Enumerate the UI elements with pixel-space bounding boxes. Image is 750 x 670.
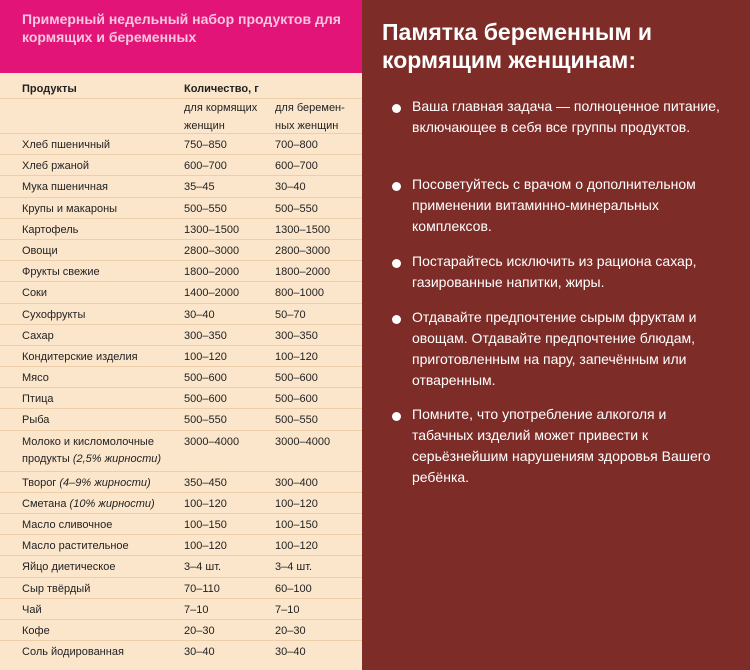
product-name-text: Овощи <box>22 244 58 257</box>
nursing-quantity: 35–45 <box>184 181 215 194</box>
product-name-text: Картофель <box>22 223 79 236</box>
pregnant-quantity: 300–350 <box>275 329 318 342</box>
product-name-text: Масло растительное <box>22 540 129 553</box>
nursing-quantity: 1400–2000 <box>184 287 240 300</box>
nursing-quantity: 2800–3000 <box>184 244 240 257</box>
bullet-icon <box>392 104 401 113</box>
column-header-products: Продукты <box>22 83 77 95</box>
table-row <box>0 260 362 281</box>
pregnant-quantity: 100–120 <box>275 497 318 510</box>
table-row <box>0 197 362 218</box>
table-row <box>0 218 362 239</box>
product-name <box>22 158 89 175</box>
product-name-text: Сахар <box>22 329 54 342</box>
product-name-text: Мука пшеничная <box>22 181 109 194</box>
pregnant-quantity: 100–120 <box>275 350 318 363</box>
table-row <box>0 324 362 345</box>
product-name <box>22 201 117 218</box>
product-name <box>22 243 58 260</box>
table-row <box>0 619 362 640</box>
table-row <box>0 430 362 471</box>
nursing-quantity: 100–120 <box>184 540 227 553</box>
pregnant-quantity: 3000–4000 <box>275 435 331 448</box>
bullet-icon <box>392 412 401 421</box>
product-note: (2,5% жирности) <box>72 452 162 465</box>
product-name <box>22 496 155 513</box>
product-name-text: Рыба <box>22 414 50 427</box>
product-name-text: Фрукты свежие <box>22 266 100 279</box>
table-header-banner <box>0 0 362 73</box>
product-name <box>22 264 100 281</box>
pregnant-quantity: 500–600 <box>275 372 318 385</box>
table-row <box>0 555 362 576</box>
table-row <box>0 345 362 366</box>
product-name-text: Чай <box>22 603 42 616</box>
table-row <box>0 577 362 598</box>
nursing-quantity: 100–120 <box>184 497 227 510</box>
product-name <box>22 370 49 387</box>
product-name-text: Хлеб пшеничный <box>22 139 111 151</box>
product-name <box>22 222 78 239</box>
table-row <box>0 281 362 302</box>
nursing-quantity: 100–150 <box>184 519 227 531</box>
pregnant-quantity: 60–100 <box>275 582 312 595</box>
table-row <box>0 366 362 387</box>
nursing-quantity: 7–10 <box>184 603 209 616</box>
table-row <box>0 239 362 260</box>
pregnant-quantity: 7–10 <box>275 603 300 616</box>
product-name <box>22 307 85 324</box>
column-header-pregnant: для беремен-ных женщин <box>275 102 345 132</box>
nursing-quantity: 500–600 <box>184 372 227 385</box>
table-row <box>0 408 362 429</box>
product-name <box>22 137 110 154</box>
nursing-quantity: 500–550 <box>184 202 227 215</box>
nursing-quantity: 1800–2000 <box>184 266 240 279</box>
table-row <box>0 492 362 513</box>
table-title: Примерный недельный набор продуктов для кормящих и беременных <box>22 11 341 45</box>
product-note: (10% жирности) <box>69 497 155 510</box>
column-header-nursing: для кормящих женщин <box>184 102 258 132</box>
nursing-quantity: 30–40 <box>184 646 215 659</box>
table-row <box>0 513 362 534</box>
nursing-quantity: 3000–4000 <box>184 435 240 448</box>
nursing-quantity: 3–4 шт. <box>184 561 222 574</box>
pregnant-quantity: 500–550 <box>275 202 318 215</box>
product-rows <box>0 133 362 661</box>
product-name <box>22 349 138 366</box>
product-name-text: Хлеб ржаной <box>22 160 90 173</box>
bullet-icon <box>392 315 401 324</box>
table-row <box>0 640 362 661</box>
product-name <box>22 285 47 302</box>
product-name-text: Соки <box>22 287 48 300</box>
table-row <box>0 175 362 196</box>
pregnant-quantity: 600–700 <box>275 160 318 173</box>
product-name <box>22 434 161 468</box>
product-name-text: Сыр твёрдый <box>22 582 91 595</box>
nursing-quantity: 300–350 <box>184 329 227 342</box>
advice-text: Постарайтесь исключить из рациона сахар, газированные напитки, жиры. <box>412 253 697 290</box>
nursing-quantity: 500–600 <box>184 393 227 406</box>
table-row <box>0 154 362 175</box>
pregnant-quantity: 1300–1500 <box>275 223 331 236</box>
advice-text: Отдавайте предпочтение сырым фруктам и овощам. Отдавайте предпочтение блюдам, приготовленным на пару, запечённым или отваренным. <box>412 309 697 388</box>
pregnant-quantity: 500–550 <box>275 414 318 427</box>
nursing-quantity: 500–550 <box>184 414 227 427</box>
product-name <box>22 538 129 555</box>
advice-title: Памятка беременным и кормящим женщинам: <box>382 19 653 73</box>
pregnant-quantity: 50–70 <box>275 308 306 321</box>
table-row <box>0 133 362 154</box>
pregnant-quantity: 1800–2000 <box>275 266 331 279</box>
product-name <box>22 559 115 576</box>
advice-text: Посоветуйтесь с врачом о дополнительном применении витаминно-минеральных комплексов. <box>412 176 696 234</box>
product-name-text: Сметана <box>22 497 67 510</box>
nursing-quantity: 20–30 <box>184 624 215 637</box>
product-name-text: Масло сливочное <box>22 519 113 531</box>
pregnant-quantity: 2800–3000 <box>275 244 331 257</box>
nursing-quantity: 100–120 <box>184 350 227 363</box>
pregnant-quantity: 800–1000 <box>275 287 324 300</box>
advice-text: Ваша главная задача — полноценное питание, включающее в себя все группы продуктов. <box>412 98 720 135</box>
pregnant-quantity: 100–150 <box>275 519 318 531</box>
product-name <box>22 644 124 661</box>
table-row <box>0 534 362 555</box>
nursing-quantity: 70–110 <box>184 582 220 595</box>
product-table-panel <box>0 0 362 670</box>
product-note: (4–9% жирности) <box>59 476 151 489</box>
table-row <box>0 598 362 619</box>
nursing-quantity: 30–40 <box>184 308 215 321</box>
product-name-text: Мясо <box>22 372 49 385</box>
product-name <box>22 412 49 429</box>
nursing-quantity: 750–850 <box>184 139 227 151</box>
product-name-text: Кондитерские изделия <box>22 350 138 363</box>
bullet-icon <box>392 182 401 191</box>
product-name <box>22 517 112 534</box>
advice-text: Помните, что употребление алкоголя и табачных изделий может привести к серьёзнейшим нарушениям здоровья Вашего ребёнка. <box>412 406 711 485</box>
product-name-text: Крупы и макароны <box>22 202 118 215</box>
nursing-quantity: 1300–1500 <box>184 223 240 236</box>
product-name-text: Птица <box>22 393 54 406</box>
pregnant-quantity: 30–40 <box>275 181 306 194</box>
pregnant-quantity: 500–600 <box>275 393 318 406</box>
product-name-text: Кофе <box>22 624 50 637</box>
product-name-text: Творог <box>22 476 57 489</box>
product-name-line2: продукты <box>22 452 70 465</box>
product-name <box>22 581 90 598</box>
product-name <box>22 623 50 640</box>
pregnant-quantity: 300–400 <box>275 476 318 489</box>
table-row <box>0 387 362 408</box>
product-name <box>22 179 108 196</box>
nursing-quantity: 350–450 <box>184 476 227 489</box>
product-name-text: Яйцо диетическое <box>22 561 116 574</box>
pregnant-quantity: 3–4 шт. <box>275 561 313 574</box>
product-name <box>22 602 42 619</box>
column-header-quantity: Количество, г <box>184 83 259 95</box>
product-name-text: Сухофрукты <box>22 308 86 321</box>
product-name <box>22 391 54 408</box>
product-name <box>22 475 151 492</box>
nursing-quantity: 600–700 <box>184 160 227 173</box>
product-name-text: Соль йодированная <box>22 646 124 659</box>
product-name <box>22 328 54 345</box>
pregnant-quantity: 20–30 <box>275 624 306 637</box>
table-row <box>0 303 362 324</box>
table-row <box>0 471 362 492</box>
pregnant-quantity: 100–120 <box>275 540 318 553</box>
pregnant-quantity: 30–40 <box>275 646 306 659</box>
bullet-icon <box>392 259 401 268</box>
advice-panel <box>362 0 750 670</box>
pregnant-quantity: 700–800 <box>275 139 318 151</box>
product-name-line1: Молоко и кисломолочные <box>22 435 154 448</box>
